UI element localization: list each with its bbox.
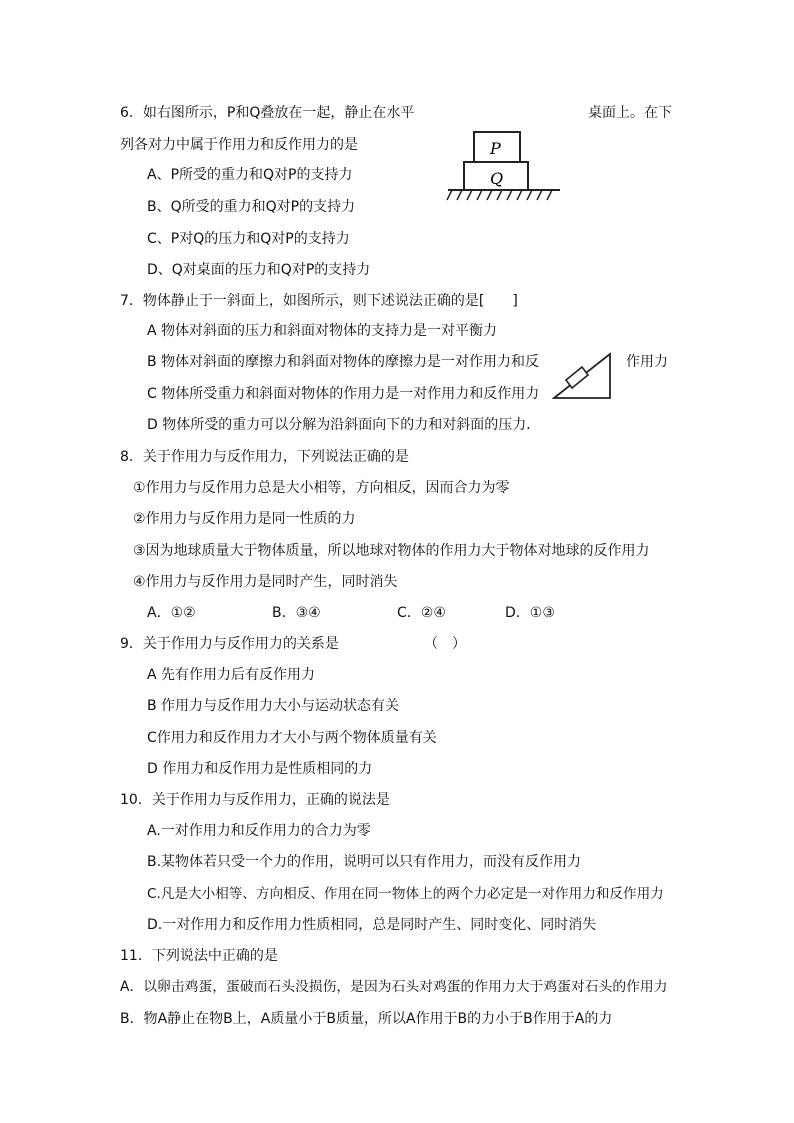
q8-choice-d: D．①③ [505,605,555,621]
q7-option-a: A 物体对斜面的压力和斜面对物体的支持力是一对平衡力 [147,323,498,339]
q8-choice-c: C．②④ [397,605,446,621]
q9-option-a: A 先有作用力后有反作用力 [147,667,316,683]
q11-stem: 11．下列说法中正确的是 [120,948,278,964]
q10-option-c: C.凡是大小相等、方向相反、作用在同一物体上的两个力必定是一对作用力和反作用力 [147,886,664,902]
q6-option-c: C、P对Q的压力和Q对P的支持力 [147,231,350,247]
q8-item-3: ③因为地球质量大于物体质量，所以地球对物体的作用力大于物体对地球的反作用力 [133,543,650,559]
q7-option-b: B 物体对斜面的摩擦力和斜面对物体的摩擦力是一对作用力和反 [147,354,540,370]
q10-stem: 10．关于作用力与反作用力，正确的说法是 [120,792,390,808]
q11-option-a: A．以卵击鸡蛋，蛋破而石头没损伤，是因为石头对鸡蛋的作用力大于鸡蛋对石头的作用力 [120,979,668,995]
q11-option-b: B．物A静止在物B上，A质量小于B质量，所以A作用于B的力小于B作用于A的力 [120,1011,613,1027]
block-p-label: P [490,139,501,158]
q6-option-a: A、P所受的重力和Q对P的支持力 [147,167,353,183]
q9-option-d: D 作用力和反作用力是性质相同的力 [147,761,373,777]
q7-option-c: C 物体所受重力和斜面对物体的作用力是一对作用力和反作用力 [147,386,540,402]
q8-choice-b: B．③④ [272,605,321,621]
q8-item-1: ①作用力与反作用力总是大小相等，方向相反，因而合力为零 [133,480,510,496]
block-on-incline [566,367,588,388]
table-hatching [447,190,552,200]
q6-option-d: D、Q对桌面的压力和Q对P的支持力 [147,262,371,278]
q9-answer-paren: （ ） [424,636,466,652]
q8-item-2: ②作用力与反作用力是同一性质的力 [133,511,356,527]
stacked-blocks-figure [444,128,584,206]
q9-option-c: C作用力和反作用力才大小与两个物体质量有关 [147,730,437,746]
incline-figure [552,350,614,402]
q7-option-b-end: 作用力 [626,354,668,370]
q9-stem: 9．关于作用力与反作用力的关系是 [120,636,339,652]
q8-item-4: ④作用力与反作用力是同时产生，同时消失 [133,574,398,590]
q6-stem-line1: 6．如右图所示，P和Q叠放在一起，静止在水平 [120,105,415,121]
q10-option-b: B.某物体若只受一个力的作用，说明可以只有作用力，而没有反作用力 [147,854,582,870]
q6-stem-line2: 列各对力中属于作用力和反作用力的是 [120,137,358,153]
q8-stem: 8．关于作用力与反作用力，下列说法正确的是 [120,449,409,465]
q10-option-d: D.一对作用力和反作用力性质相同，总是同时产生、同时变化、同时消失 [147,917,597,933]
q10-option-a: A.一对作用力和反作用力的合力为零 [147,823,371,839]
q7-stem: 7．物体静止于一斜面上，如图所示，则下述说法正确的是[ ] [120,293,518,309]
q8-choice-a: A．①② [147,605,196,621]
q6-option-b: B、Q所受的重力和Q对P的支持力 [147,199,356,215]
q6-stem-line1-end: 桌面上。在下 [588,105,672,121]
q7-option-d: D 物体所受的重力可以分解为沿斜面向下的力和对斜面的压力． [147,417,541,433]
block-q-label: Q [490,169,504,188]
q9-option-b: B 作用力与反作用力大小与运动状态有关 [147,698,400,714]
